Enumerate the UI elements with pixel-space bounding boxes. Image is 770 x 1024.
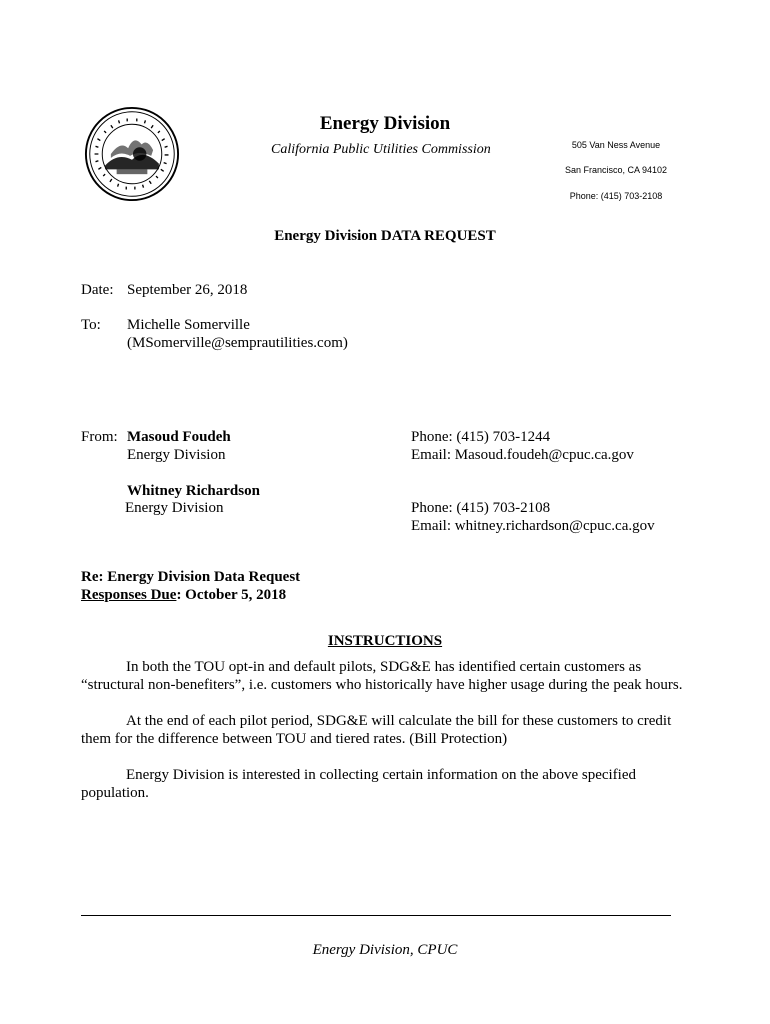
due-label: Responses Due (81, 587, 177, 603)
instructions-heading: INSTRUCTIONS (327, 633, 443, 649)
to-name: Michelle Somerville (127, 317, 250, 333)
sender-email: Email: Masoud.foudeh@cpuc.ca.gov (411, 447, 634, 463)
from-label: From: (81, 429, 118, 445)
date-label: Date: (81, 282, 114, 298)
instruction-paragraph: In both the TOU opt-in and default pilots, SDG&E has identified certain customers as “structural non-benefiters”, i.e. customers who historically have higher usage during the peak hours. (81, 659, 683, 693)
footer-text: Energy Division, CPUC (312, 942, 458, 958)
org-subtitle: California Public Utilities Commission (271, 142, 491, 157)
footer-rule (81, 915, 671, 916)
address-phone: Phone: (415) 703-2108 (569, 191, 663, 201)
to-email: (MSomerville@semprautilities.com) (127, 335, 348, 351)
sender-name: Masoud Foudeh (127, 429, 231, 445)
address-street: 505 Van Ness Avenue (571, 140, 661, 150)
sender-email: Email: whitney.richardson@cpuc.ca.gov (411, 518, 655, 534)
sender-org: Energy Division (125, 500, 224, 516)
due-value: : October 5, 2018 (176, 587, 287, 603)
address-city: San Francisco, CA 94102 (564, 165, 668, 175)
sender-phone: Phone: (415) 703-2108 (411, 500, 551, 516)
sender-org: Energy Division (127, 447, 226, 463)
to-label: To: (81, 317, 101, 333)
instruction-paragraph: At the end of each pilot period, SDG&E will calculate the bill for these customers to credit them for the difference between TOU and tiered rates. (Bill Protection) (81, 713, 672, 747)
org-title: Energy Division (319, 113, 451, 134)
date-value: September 26, 2018 (127, 282, 248, 298)
responses-due (81, 586, 286, 604)
re-line: Re: Energy Division Data Request (81, 569, 301, 585)
instruction-paragraph: Energy Division is interested in collecting certain information on the above specified population. (81, 767, 636, 801)
sender-phone: Phone: (415) 703-1244 (411, 429, 551, 445)
sender-name: Whitney Richardson (127, 483, 260, 499)
request-title: Energy Division DATA REQUEST (274, 228, 496, 244)
